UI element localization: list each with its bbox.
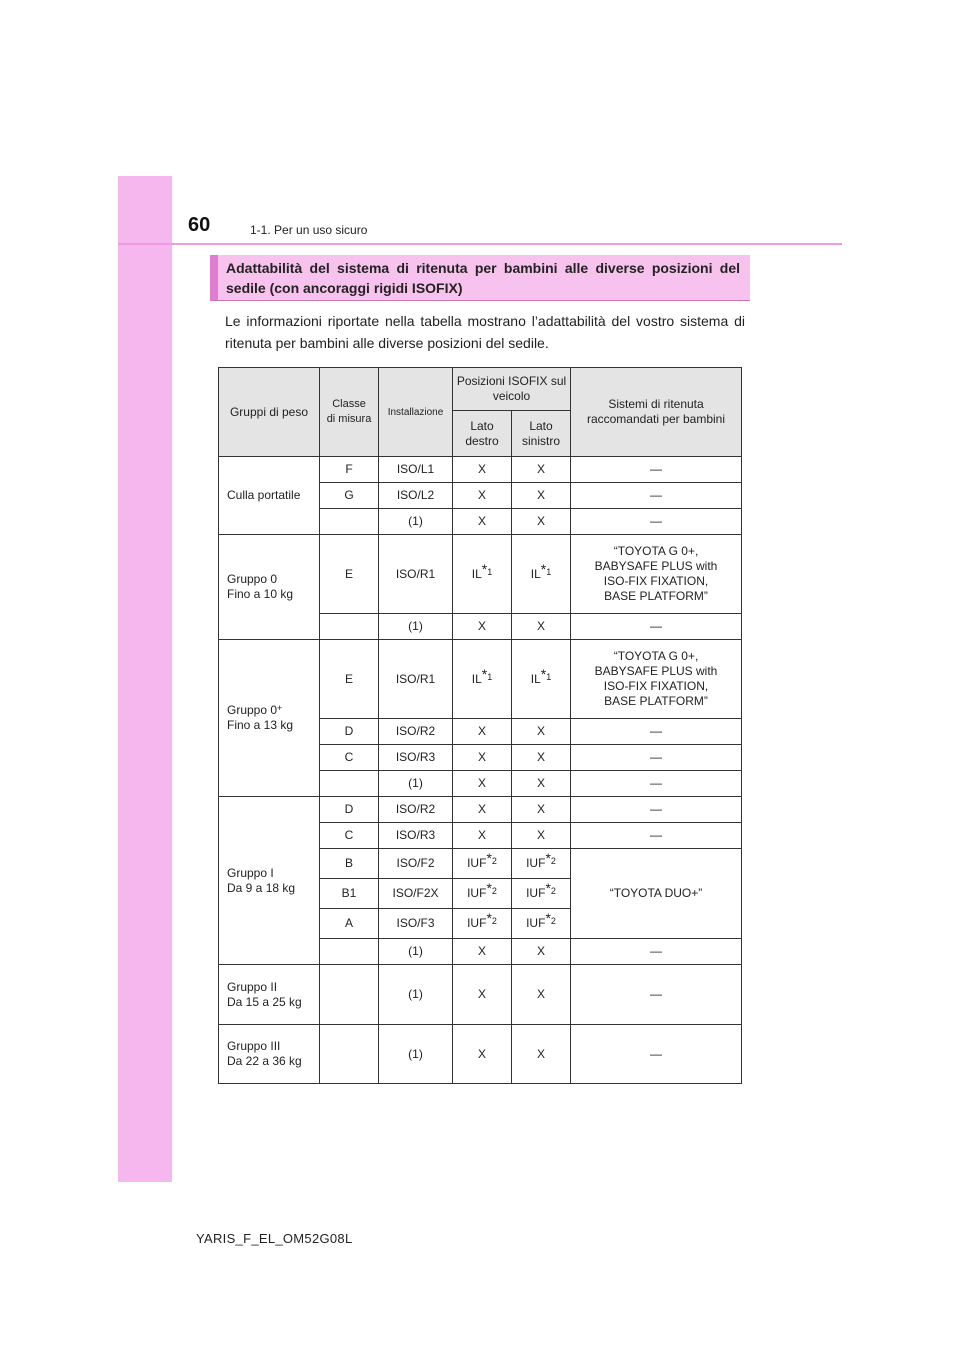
side-tab	[118, 176, 172, 1182]
table-row: Gruppo II Da 15 a 25 kg (1) X X —	[219, 965, 742, 1025]
page-number: 60	[188, 214, 211, 236]
header-right-side: Lato destro	[453, 411, 512, 457]
recommended-toyota-duo: “TOYOTA DUO+”	[571, 849, 742, 939]
heading-accent-bar	[210, 255, 218, 300]
table-row: Gruppo 0 Fino a 10 kg E ISO/R1 IL*$^1$ IL*$^1$ “TOYOTA G 0+, BABYSAFE PLUS with ISO-FIX FIXATION, BASE PLATFORM”	[219, 535, 742, 614]
recommended-toyota-g0: “TOYOTA G 0+, BABYSAFE PLUS with ISO-FIX FIXATION, BASE PLATFORM”	[571, 640, 742, 719]
group-3: Gruppo III Da 22 a 36 kg	[219, 1025, 320, 1084]
isofix-compatibility-table	[218, 367, 742, 1084]
table-row: C ISO/R3 X X —	[219, 745, 742, 771]
intro-paragraph: Le informazioni riportate nella tabella mostrano l’adattabilità del vostro sistema di ritenuta per bambini alle diverse posizioni del sedile.	[225, 313, 745, 351]
table-row: B ISO/F2 IUF*$^2$ IUF*$^2$ “TOYOTA DUO+”	[219, 849, 742, 879]
group-2: Gruppo II Da 15 a 25 kg	[219, 965, 320, 1025]
group-carrycot: Culla portatile	[219, 457, 320, 535]
heading-text: Adattabilità del sistema di ritenuta per bambini alle diverse posizioni del sedile (con ancoraggi rigidi ISOFIX)	[226, 260, 740, 296]
header-weight-group: Gruppi di peso	[219, 368, 320, 457]
header-rule	[118, 243, 842, 245]
table-row: D ISO/R2 X X —	[219, 719, 742, 745]
table-row: (1) X X —	[219, 939, 742, 965]
table-row: (1) X X —	[219, 614, 742, 640]
group-0-plus: Gruppo 0+ Fino a 13 kg	[219, 640, 320, 797]
section-heading	[210, 255, 750, 301]
header-recommended: Sistemi di ritenuta raccomandati per bambini	[571, 368, 742, 457]
table-row: (1) X X —	[219, 509, 742, 535]
header-isofix-positions: Posizioni ISOFIX sul veicolo	[453, 368, 571, 411]
table-row: C ISO/R3 X X —	[219, 823, 742, 849]
table-row: Gruppo I Da 9 a 18 kg D ISO/R2 X X —	[219, 797, 742, 823]
header-left-side: Lato sinistro	[512, 411, 571, 457]
recommended-toyota-g0: “TOYOTA G 0+, BABYSAFE PLUS with ISO-FIX FIXATION, BASE PLATFORM”	[571, 535, 742, 614]
table-row: A ISO/F3 IUF*$^2$ IUF*$^2$	[219, 909, 742, 939]
table-row: G ISO/L2 X X —	[219, 483, 742, 509]
header-size-class: Classe di misura	[320, 368, 379, 457]
document-code: YARIS_F_EL_OM52G08L	[196, 1231, 353, 1246]
table-row: Culla portatile F ISO/L1 X X —	[219, 457, 742, 483]
table-row: B1 ISO/F2X IUF*$^2$ IUF*$^2$	[219, 879, 742, 909]
table-row: (1) X X —	[219, 771, 742, 797]
table-header-row	[219, 368, 742, 411]
group-1: Gruppo I Da 9 a 18 kg	[219, 797, 320, 965]
section-title: 1-1. Per un uso sicuro	[250, 223, 368, 237]
table-row: Gruppo 0+ Fino a 13 kg E ISO/R1 IL*$^1$ IL*$^1$ “TOYOTA G 0+, BABYSAFE PLUS with ISO-FIX FIXATION, BASE PLATFORM”	[219, 640, 742, 719]
group-0: Gruppo 0 Fino a 10 kg	[219, 535, 320, 640]
table-row: Gruppo III Da 22 a 36 kg (1) X X —	[219, 1025, 742, 1084]
header-installation: Installazione	[379, 368, 453, 457]
